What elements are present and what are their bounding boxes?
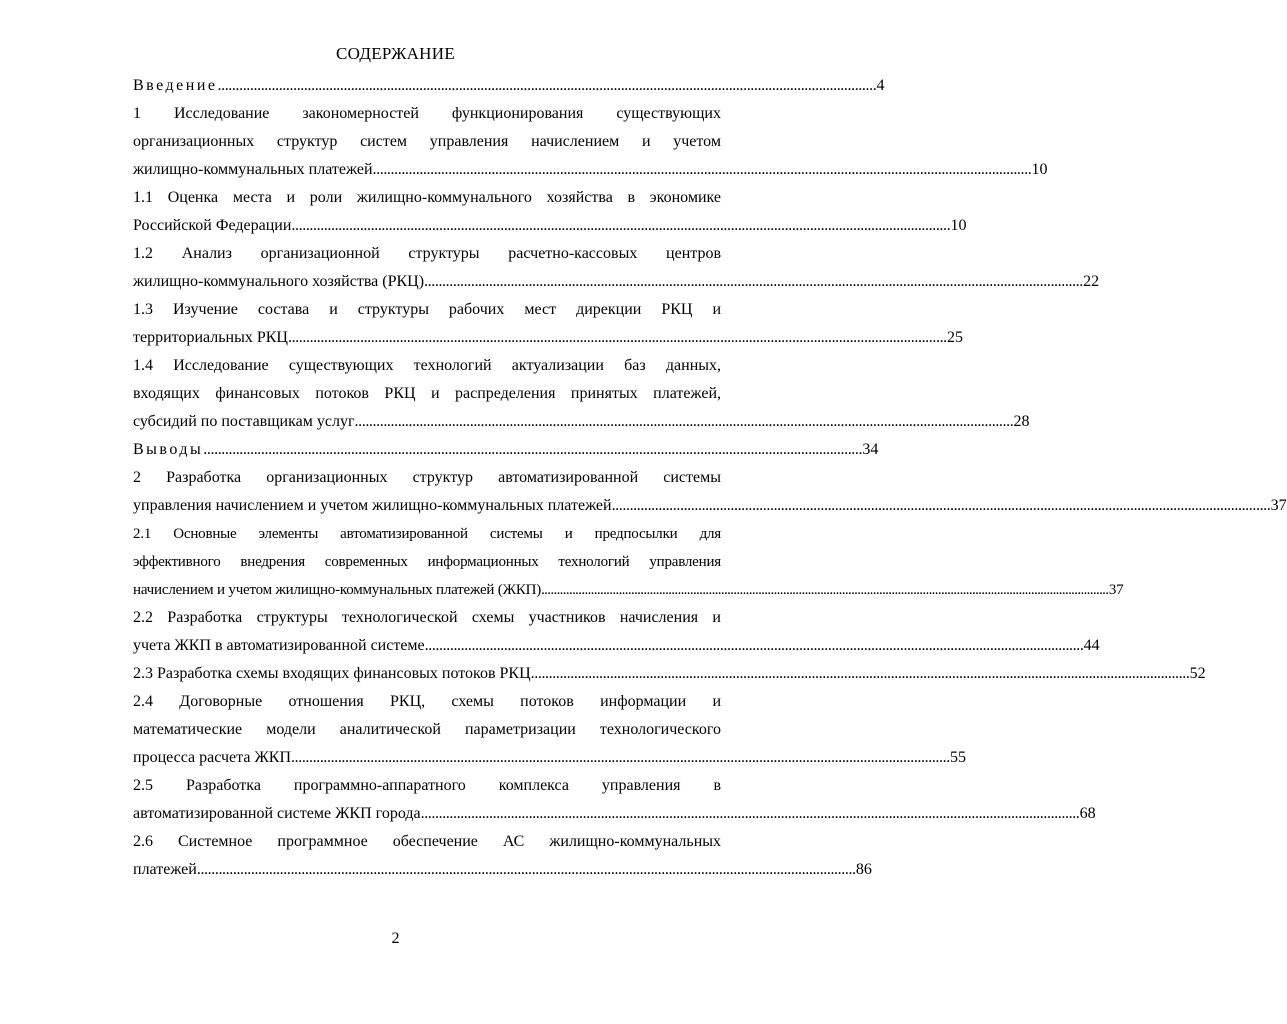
toc-entry [133,688,967,772]
toc-page-number: 68 [1079,805,1096,822]
toc-entry [133,184,967,240]
toc-page-number: 28 [1013,413,1030,430]
toc-page-number: 34 [862,441,879,458]
dot-leader [203,436,860,464]
toc-entry-text: математические модели аналитической параметризации технологического [133,721,721,738]
toc-entry-text: эффективного внедрения современных информационных технологий управления [133,554,721,570]
toc-page-number: 25 [946,329,963,346]
toc-entry-text: процесса расчета ЖКП [133,749,292,766]
toc-entry-last-line [133,268,1100,296]
toc-entry [133,772,1096,828]
toc-page-number: 4 [876,77,885,94]
toc-entry-last-line [133,660,1206,688]
dot-leader [425,632,1082,660]
toc-entry-text: жилищно-коммунальных платежей [133,161,373,178]
toc-entry-text: субсидий по поставщикам услуг [133,413,355,430]
dot-leader [541,576,1107,604]
toc-entry-text: 2.2 Разработка структуры технологической схемы участников начисления и [133,609,721,626]
toc-page-number: 22 [1083,273,1100,290]
toc-entry-text: начислением и учетом жилищно-коммунальных платежей (ЖКП) [133,582,542,598]
toc-entry-last-line [133,408,1030,436]
toc-entry-last-line [133,744,967,772]
page-number: 2 [391,930,400,947]
toc-entry [133,520,1124,604]
toc-entry-text: 2.1 Основные элементы автоматизированной системы и предпосылки для [133,526,721,542]
toc-entry-text: автоматизированной системе ЖКП города [133,805,421,822]
toc-entry-last-line [133,632,1100,660]
toc-entry [133,100,1048,184]
dot-leader [197,856,854,884]
toc-entry-text: 2.5 Разработка программно-аппаратного комплекса управления в [133,777,721,794]
dot-leader [373,156,1030,184]
toc-entry-text: 1.3 Изучение состава и структуры рабочих мест дирекции РКЦ и [133,301,721,318]
toc-entry-text: Выводы [133,441,204,458]
toc-entry [133,296,963,352]
toc-entry-last-line [133,324,963,352]
dot-leader [421,800,1078,828]
dot-leader [355,408,1012,436]
toc-page-number: 55 [950,749,967,766]
toc-page-number: 37 [1270,497,1287,514]
toc-entry-text: 1.4 Исследование существующих технологий актуализации баз данных, [133,357,721,374]
toc-entry [133,604,1100,660]
toc-entry-text: управления начислением и учетом жилищно-коммунальных платежей [133,497,612,514]
toc-page-number: 37 [1108,582,1124,598]
toc-page-number: 10 [950,217,967,234]
table-of-contents [133,72,1287,884]
toc-entry-last-line [133,576,1124,604]
toc-entry [133,352,1030,436]
toc-entry [133,828,872,884]
toc-entry-last-line [133,212,967,240]
toc-entry-text: входящих финансовых потоков РКЦ и распределения принятых платежей, [133,385,721,402]
toc-entry-text: 1 Исследование закономерностей функционирования существующих [133,105,721,122]
toc-entry-last-line [133,800,1096,828]
toc-page-number: 86 [855,861,872,878]
toc-entry [133,72,885,100]
toc-entry-text: организационных структур систем управления начислением и учетом [133,133,721,150]
toc-entry-text: Введение [133,77,218,94]
toc-page-number: 52 [1189,665,1206,682]
toc-entry-text: жилищно-коммунального хозяйства (РКЦ) [133,273,425,290]
toc-entry-text: учета ЖКП в автоматизированной системе [133,637,425,654]
toc-entry [133,436,879,464]
toc-page-number: 10 [1031,161,1048,178]
toc-entry-text: 2.6 Системное программное обеспечение АС жилищно-коммунальных [133,833,721,850]
toc-entry-text: 1.1 Оценка места и роли жилищно-коммунального хозяйства в экономике [133,189,721,206]
toc-page-number: 44 [1083,637,1100,654]
toc-entry-last-line [133,72,885,100]
toc-entry-text: Российской Федерации [133,217,292,234]
toc-entry-last-line [133,436,879,464]
toc-entry-last-line [133,856,872,884]
toc-entry-text: платежей [133,861,197,878]
toc-entry-text: 1.2 Анализ организационной структуры расчетно-кассовых центров [133,245,721,262]
dot-leader [288,324,945,352]
page-title: СОДЕРЖАНИЕ [335,44,456,63]
toc-entry-text: 2.3 Разработка схемы входящих финансовых потоков РКЦ [133,665,531,682]
dot-leader [424,268,1081,296]
dot-leader [218,72,875,100]
toc-entry-last-line [133,156,1048,184]
dot-leader [291,744,948,772]
toc-entry-text: территориальных РКЦ [133,329,288,346]
toc-entry-text: 2.4 Договорные отношения РКЦ, схемы потоков информации и [133,693,721,710]
toc-entry [133,464,1287,520]
dot-leader [531,660,1188,688]
toc-entry [133,660,1206,688]
toc-entry-text: 2 Разработка организационных структур автоматизированной системы [133,469,721,486]
toc-entry-last-line [133,492,1287,520]
toc-entry [133,240,1100,296]
dot-leader [291,212,948,240]
dot-leader [612,492,1269,520]
